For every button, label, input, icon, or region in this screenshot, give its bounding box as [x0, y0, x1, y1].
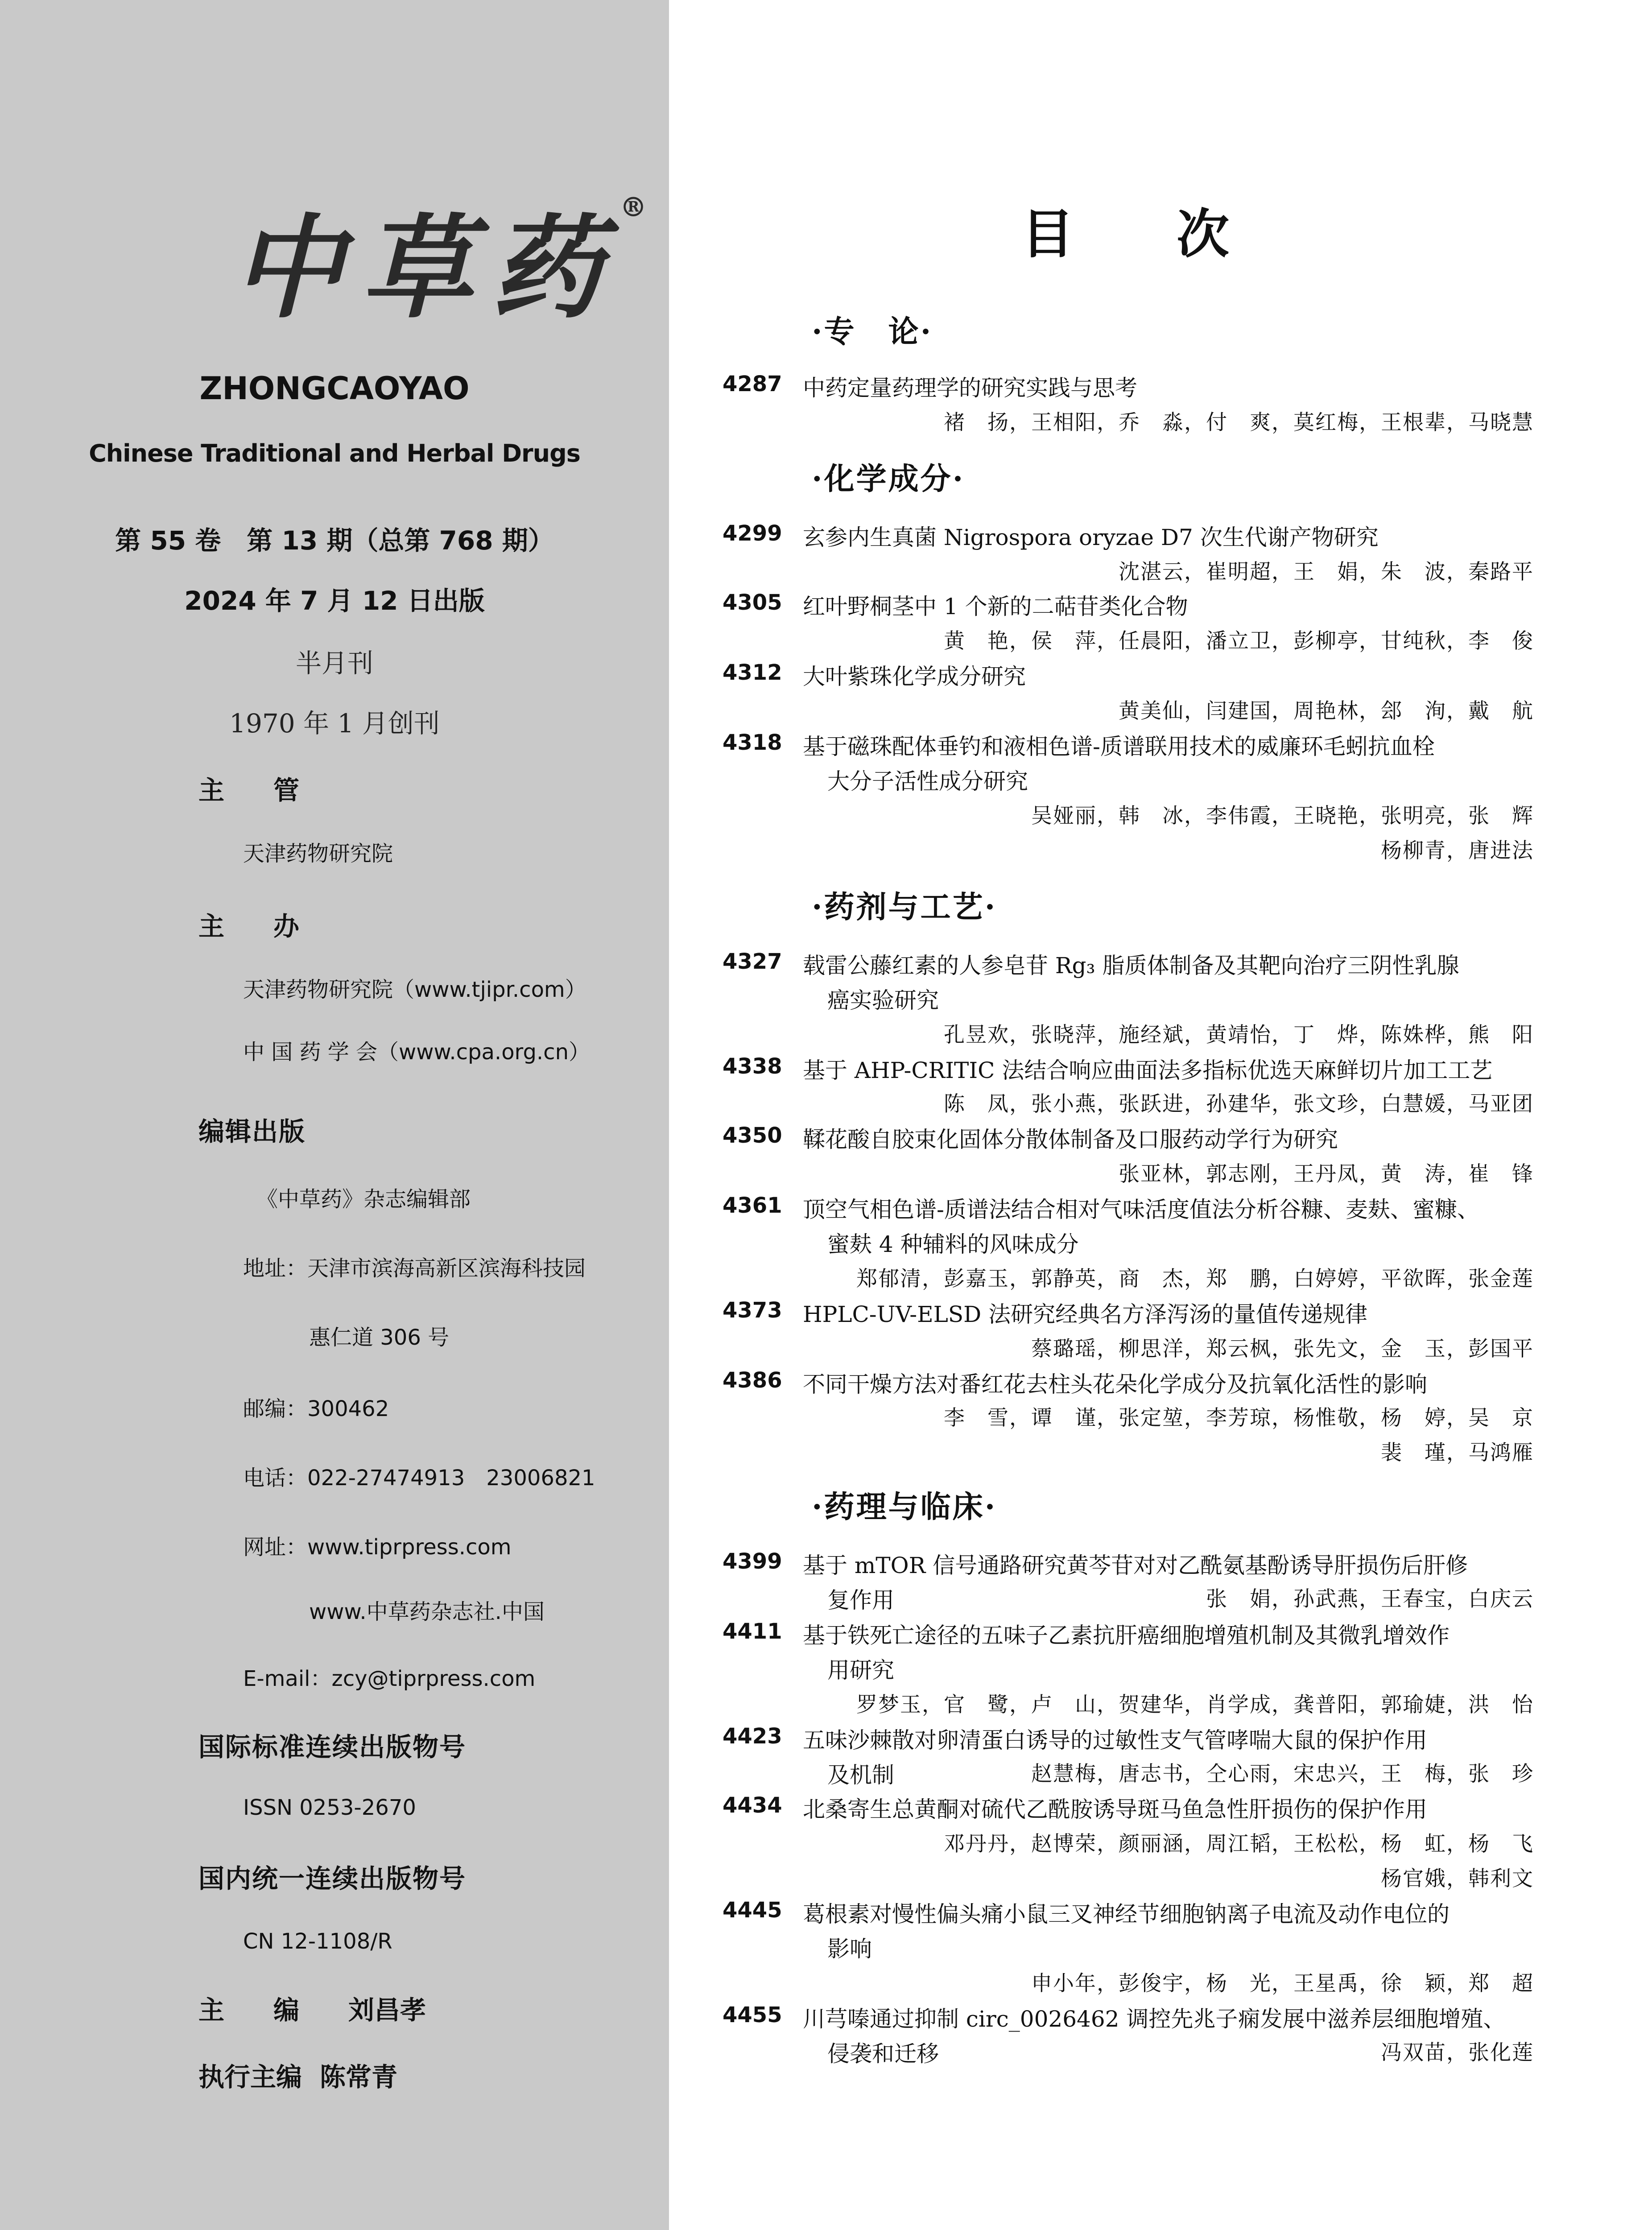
toc-title: 目次	[1021, 203, 1332, 265]
article-title[interactable]: 不同干燥方法对番红花去柱头花朵化学成分及抗氧化活性的影响	[803, 1371, 1427, 1397]
supervisor-value: 天津药物研究院	[243, 841, 393, 866]
cn-label: 国内统一连续出版物号	[198, 1863, 467, 1894]
article-authors: 孔昱欢，张晓萍，施经斌，黄靖怡，丁 烨，陈姝桦，熊 阳	[944, 1023, 1534, 1047]
article-page-number: 4386	[723, 1368, 782, 1393]
cn-value: CN 12-1108/R	[243, 1929, 392, 1954]
section-heading-chemistry: ·化学成分·	[812, 461, 965, 497]
article-authors: 李 雪，谭 谨，张定堃，李芳琼，杨惟敬，杨 婷，吴 京	[944, 1406, 1534, 1430]
editorial-department: 《中草药》杂志编辑部	[256, 1187, 471, 1212]
section-heading-monograph: ·专 论·	[812, 314, 933, 350]
article-authors: 黄 艳，侯 萍，任晨阳，潘立卫，彭柳亭，甘纯秋，李 俊	[944, 629, 1534, 653]
email[interactable]: E-mail：zcy@tiprpress.com	[243, 1666, 536, 1691]
article-authors: 沈湛云，崔明超，王 娟，朱 波，秦路平	[1119, 560, 1534, 584]
article-title[interactable]: 基于磁珠配体垂钓和液相色谱-质谱联用技术的威廉环毛蚓抗血栓	[803, 734, 1435, 760]
article-title[interactable]: 北桑寄生总黄酮对硫代乙酰胺诱导斑马鱼急性肝损伤的保护作用	[803, 1796, 1427, 1822]
article-page-number: 4350	[723, 1123, 782, 1148]
registered-mark: ®	[620, 192, 665, 223]
logo-text: 中草药	[232, 202, 620, 333]
article-title[interactable]: 玄参内生真菌 Nigrospora oryzae D7 次生代谢产物研究	[803, 524, 1379, 550]
article-title[interactable]: 五味沙棘散对卵清蛋白诱导的过敏性支气管哮喘大鼠的保护作用	[803, 1727, 1427, 1753]
supervisor-label: 主管	[198, 775, 349, 805]
article-page-number: 4312	[723, 660, 782, 685]
website-line-1	[243, 1530, 511, 1561]
section-heading-pharmacology: ·药理与临床·	[812, 1489, 997, 1525]
article-title-continued[interactable]: 蜜麸 4 种辅料的风味成分	[827, 1231, 1079, 1257]
website-link-2[interactable]: www.中草药杂志社.中国	[309, 1599, 545, 1624]
article-title[interactable]: 基于 AHP-CRITIC 法结合响应曲面法多指标优选天麻鲜切片加工工艺	[803, 1057, 1493, 1083]
address-label: 地址：	[243, 1256, 308, 1281]
article-title-continued[interactable]: 复作用	[827, 1587, 894, 1613]
chief-editor-row	[198, 1989, 426, 2027]
executive-editor-label: 执行主编	[198, 2062, 302, 2092]
frequency: 半月刊	[295, 648, 373, 678]
article-title[interactable]: 大叶紫珠化学成分研究	[803, 664, 1026, 690]
article-authors-continued: 杨柳青，唐进法	[1381, 838, 1534, 863]
address-line-2: 惠仁道 306 号	[309, 1325, 450, 1350]
article-title[interactable]: 基于 mTOR 信号通路研究黄芩苷对对乙酰氨基酚诱导肝损伤后肝修	[803, 1553, 1468, 1578]
article-title-continued[interactable]: 癌实验研究	[827, 987, 939, 1013]
article-title-continued[interactable]: 影响	[827, 1936, 872, 1962]
journal-english-name: Chinese Traditional and Herbal Drugs	[89, 439, 580, 467]
sponsor-label: 主办	[198, 911, 349, 942]
article-title-continued[interactable]: 用研究	[827, 1657, 894, 1683]
article-authors: 赵慧梅，唐志书，仝心雨，宋忠兴，王 梅，张 珍	[1031, 1762, 1534, 1786]
publication-date: 2024 年 7 月 12 日出版	[184, 586, 485, 616]
article-page-number: 4455	[723, 2003, 782, 2028]
article-page-number: 4318	[723, 730, 782, 755]
article-authors-continued: 杨官娥，韩利文	[1381, 1867, 1534, 1891]
sponsor-2: 中 国 药 学 会（www.cpa.org.cn）	[243, 1040, 590, 1065]
sponsor-1: 天津药物研究院（www.tjipr.com）	[243, 977, 586, 1002]
article-authors: 褚 扬，王相阳，乔 淼，付 爽，莫红梅，王根辈，马晓慧	[944, 410, 1534, 435]
issn-value: ISSN 0253-2670	[243, 1795, 416, 1820]
article-authors: 陈 凤，张小燕，张跃进，孙建华，张文珍，白慧媛，马亚团	[944, 1092, 1534, 1116]
article-page-number: 4327	[723, 949, 782, 974]
zip-code: 邮编：300462	[243, 1396, 389, 1421]
chief-editor-name: 刘昌孝	[348, 1995, 426, 2025]
article-title[interactable]: 鞣花酸自胶束化固体分散体制备及口服药动学行为研究	[803, 1127, 1338, 1152]
article-page-number: 4338	[723, 1054, 782, 1079]
article-authors: 黄美仙，闫建国，周艳林，郐 洵，戴 航	[1119, 699, 1534, 723]
article-page-number: 4373	[723, 1298, 782, 1323]
article-title[interactable]: 顶空气相色谱-质谱法结合相对气味活度值法分析谷糠、麦麸、蜜糠、	[803, 1197, 1479, 1222]
article-authors: 蔡璐瑶，柳思洋，郑云枫，张先文，金 玉，彭国平	[1031, 1337, 1534, 1361]
chief-editor-label: 主编	[198, 1995, 349, 2025]
article-title[interactable]: 红叶野桐茎中 1 个新的二萜苷类化合物	[803, 594, 1188, 619]
article-title[interactable]: 载雷公藤红素的人参皂苷 Rg₃ 脂质体制备及其靶向治疗三阴性乳腺	[803, 953, 1459, 979]
article-page-number: 4434	[723, 1793, 782, 1818]
sidebar	[0, 0, 669, 2230]
section-heading-pharmaceutics: ·药剂与工艺·	[812, 889, 997, 925]
founded-date: 1970 年 1 月创刊	[229, 708, 440, 739]
article-page-number: 4411	[723, 1619, 782, 1644]
article-page-number: 4361	[723, 1193, 782, 1218]
executive-editor-name: 陈常青	[320, 2062, 398, 2092]
phone: 电话：022-27474913 23006821	[243, 1466, 595, 1491]
article-authors: 罗梦玉，官 鹭，卢 山，贺建华，肖学成，龚普阳，郭瑜婕，洪 怡	[856, 1693, 1534, 1717]
article-title[interactable]: 葛根素对慢性偏头痛小鼠三叉神经节细胞钠离子电流及动作电位的	[803, 1901, 1450, 1927]
website-label: 网址：	[243, 1535, 308, 1560]
article-page-number: 4399	[723, 1549, 782, 1574]
address-line-1	[243, 1251, 586, 1282]
article-title-continued[interactable]: 大分子活性成分研究	[827, 768, 1028, 794]
article-authors-continued: 裴 瑾，马鸿雁	[1381, 1441, 1534, 1465]
article-authors: 邓丹丹，赵博荣，颜丽涵，周江韬，王松松，杨 虹，杨 飞	[944, 1832, 1534, 1856]
article-authors: 张 娟，孙武燕，王春宝，白庆云	[1206, 1587, 1534, 1611]
article-title[interactable]: HPLC-UV-ELSD 法研究经典名方泽泻汤的量值传递规律	[803, 1301, 1368, 1327]
article-page-number: 4423	[723, 1724, 782, 1749]
executive-editor-row	[198, 2056, 397, 2094]
editor-publisher-label: 编辑出版	[198, 1116, 306, 1147]
address-value-1: 天津市滨海高新区滨海科技园	[307, 1256, 586, 1281]
volume-issue: 第 55 卷 第 13 期（总第 768 期）	[115, 525, 554, 556]
journal-pinyin: ZHONGCAOYAO	[199, 370, 470, 407]
article-page-number: 4445	[723, 1898, 782, 1923]
article-title[interactable]: 基于铁死亡途径的五味子乙素抗肝癌细胞增殖机制及其微乳增效作	[803, 1623, 1450, 1648]
article-authors: 申小年，彭俊宇，杨 光，王星禹，徐 颖，郑 超	[1031, 1971, 1534, 1996]
article-title[interactable]: 中药定量药理学的研究实践与思考	[803, 375, 1137, 401]
website-link-1[interactable]: www.tiprpress.com	[307, 1535, 512, 1560]
article-authors: 吴娅丽，韩 冰，李伟霞，王晓艳，张明亮，张 辉	[1031, 804, 1534, 828]
article-title-continued[interactable]: 及机制	[827, 1762, 894, 1788]
article-page-number: 4305	[723, 590, 782, 615]
journal-logo	[232, 178, 665, 333]
issn-label: 国际标准连续出版物号	[198, 1732, 467, 1762]
article-authors: 冯双苗，张化莲	[1381, 2040, 1534, 2065]
article-authors: 张亚林，郭志刚，王丹凤，黄 涛，崔 锋	[1119, 1162, 1534, 1186]
article-title[interactable]: 川芎嗪通过抑制 circ_0026462 调控先兆子痫发展中滋养层细胞增殖、	[803, 2006, 1506, 2032]
article-title-continued[interactable]: 侵袭和迁移	[827, 2041, 939, 2067]
article-page-number: 4287	[723, 372, 782, 396]
article-authors: 郑郁清，彭嘉玉，郭静英，商 杰，郑 鹏，白婷婷，平欲晖，张金莲	[856, 1267, 1534, 1291]
article-page-number: 4299	[723, 521, 782, 546]
